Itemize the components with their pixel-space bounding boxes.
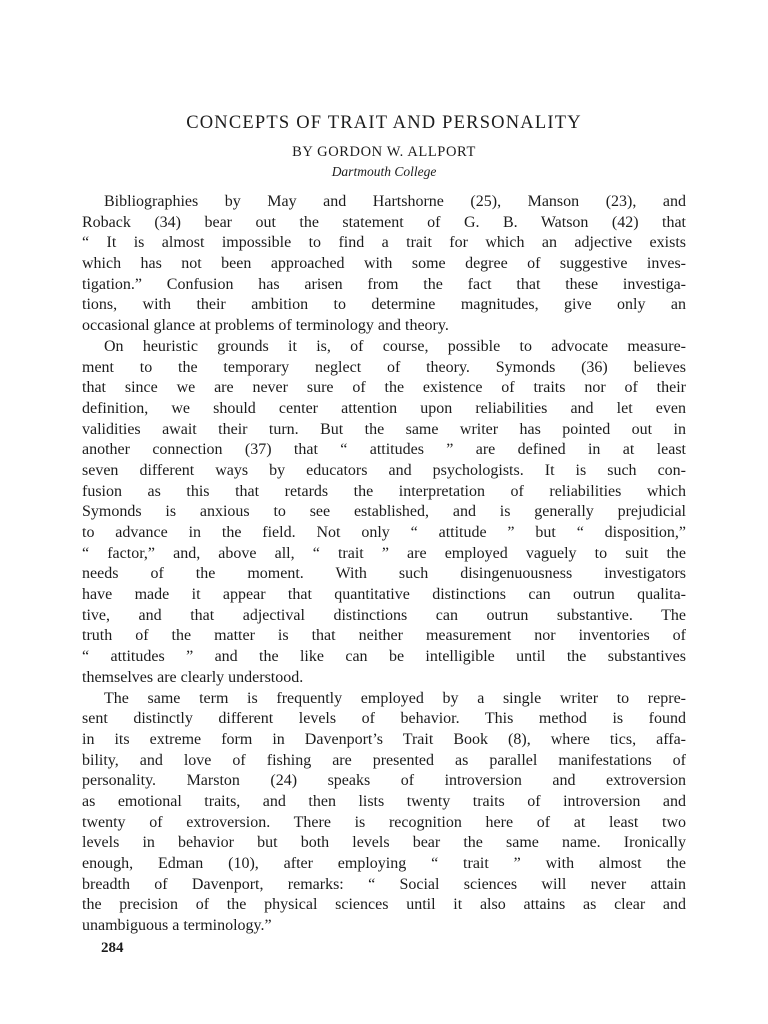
text-line: “ It is almost impossible to find a trait for which an adjective exists bbox=[82, 234, 686, 252]
text-line: fusion as this that retards the interpretation of reliabilities which bbox=[82, 482, 686, 500]
text-line: levels in behavior but both levels bear the same name. Ironically bbox=[82, 834, 686, 852]
text-line: themselves are clearly understood. bbox=[82, 668, 304, 686]
text-line: On heuristic grounds it is, of course, possible to advocate measure- bbox=[104, 337, 686, 355]
text-line: “ factor,” and, above all, “ trait ” are employed vaguely to suit the bbox=[82, 544, 686, 562]
text-line: which has not been approached with some degree of suggestive inves- bbox=[82, 255, 686, 273]
text-line: ment to the temporary neglect of theory. Symonds (36) believes bbox=[82, 358, 686, 376]
text-line: another connection (37) that “ attitudes ” are defined in at least bbox=[82, 441, 686, 459]
text-line: tive, and that adjectival distinctions can outrun substantive. The bbox=[82, 606, 686, 624]
text-line: needs of the moment. With such disingenuousness investigators bbox=[82, 565, 686, 583]
text-line: in its extreme form in Davenport’s Trait Book (8), where tics, affa- bbox=[82, 730, 686, 748]
text-line: definition, we should center attention upon reliabilities and let even bbox=[82, 399, 686, 417]
text-line: Symonds is anxious to see established, and is generally prejudicial bbox=[82, 503, 686, 521]
text-line: breadth of Davenport, remarks: “ Social sciences will never attain bbox=[82, 875, 686, 893]
text-line: “ attitudes ” and the like can be intelligible until the substantives bbox=[82, 648, 686, 666]
text-line: to advance in the field. Not only “ attitude ” but “ disposition,” bbox=[82, 524, 686, 541]
text-line: occasional glance at problems of terminology and theory. bbox=[82, 317, 449, 335]
text-line: personality. Marston (24) speaks of introversion and extroversion bbox=[82, 772, 686, 790]
text-line: the precision of the physical sciences until it also attains as clear and bbox=[82, 896, 686, 914]
text-line: that since we are never sure of the existence of traits nor of their bbox=[82, 379, 686, 397]
author-byline: BY GORDON W. ALLPORT bbox=[292, 144, 476, 160]
text-line: validities await their turn. But the same writer has pointed out in bbox=[82, 420, 686, 438]
text-line: tions, with their ambition to determine magnitudes, give only an bbox=[82, 296, 686, 314]
text-line: The same term is frequently employed by a single writer to repre- bbox=[104, 689, 686, 707]
text-line: Bibliographies by May and Hartshorne (25), Manson (23), and bbox=[104, 193, 686, 210]
text-line: truth of the matter is that neither measurement nor inventories of bbox=[82, 627, 686, 645]
text-line: Roback (34) bear out the statement of G. B. Watson (42) that bbox=[82, 213, 686, 231]
text-line: seven different ways by educators and psychologists. It is such con- bbox=[82, 461, 686, 479]
text-line: sent distinctly different levels of behavior. This method is found bbox=[82, 710, 686, 728]
text-line: unambiguous a terminology.” bbox=[82, 917, 272, 935]
text-line: enough, Edman (10), after employing “ trait ” with almost the bbox=[82, 855, 686, 872]
author-affiliation: Dartmouth College bbox=[331, 164, 437, 179]
article-title: CONCEPTS OF TRAIT AND PERSONALITY bbox=[186, 113, 582, 133]
text-line: twenty of extroversion. There is recognition here of at least two bbox=[82, 813, 686, 831]
text-line: as emotional traits, and then lists twenty traits of introversion and bbox=[82, 792, 686, 810]
article-body bbox=[82, 192, 686, 937]
text-line: tigation.” Confusion has arisen from the fact that these investiga- bbox=[82, 275, 686, 293]
text-line: have made it appear that quantitative distinctions can outrun qualita- bbox=[82, 586, 686, 604]
text-line: bility, and love of fishing are presented as parallel manifestations of bbox=[82, 751, 686, 769]
page-number: 284 bbox=[101, 940, 124, 956]
